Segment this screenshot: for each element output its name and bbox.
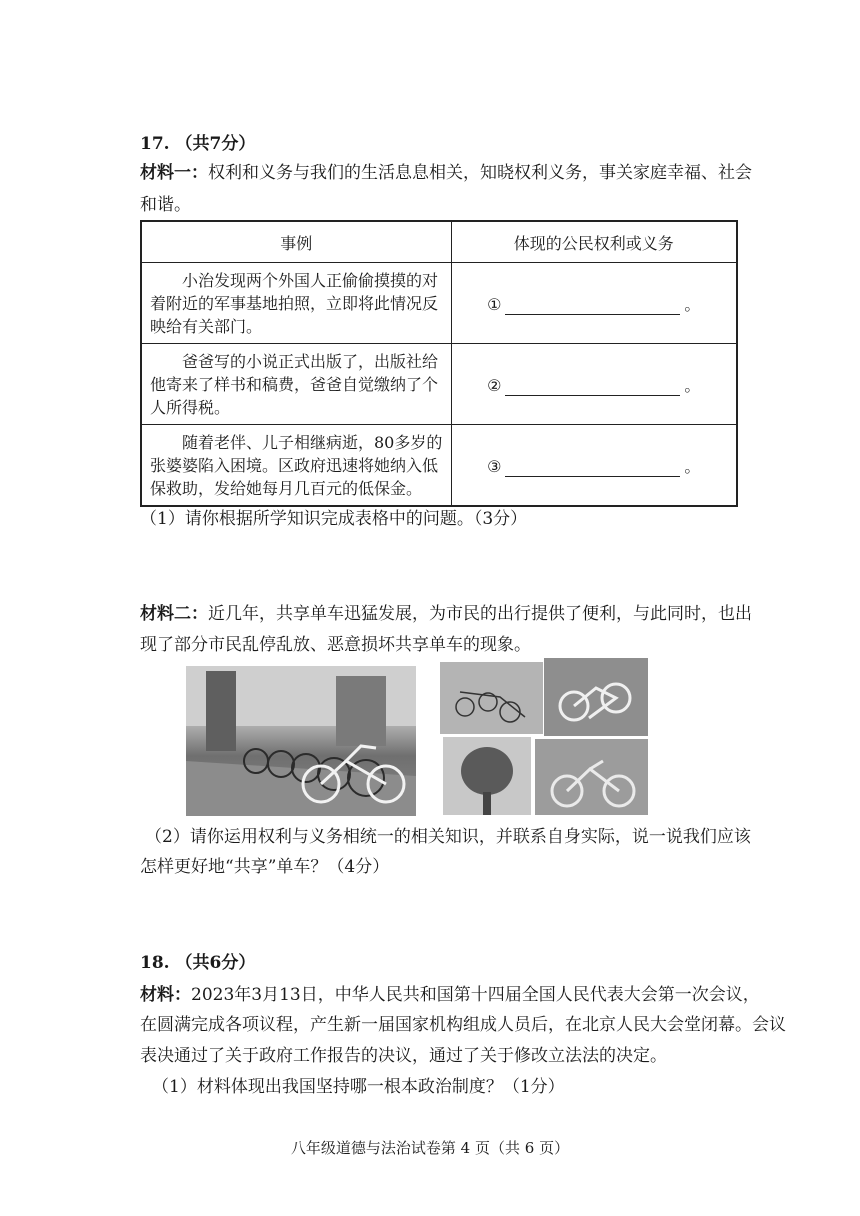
table-row — [141, 425, 737, 507]
broken-seat-photo — [443, 737, 531, 815]
q17-header: 17. （共7分） — [140, 134, 256, 154]
table-cell-answer — [451, 263, 737, 344]
table-cell-example: 爸爸写的小说正式出版了，出版社给他寄来了样书和稿费，爸爸自觉缴纳了个人所得税。 — [141, 344, 451, 425]
q17-material1-line2: 和谐。 — [140, 195, 191, 215]
answer-marker: ③ — [487, 456, 502, 476]
material1-label: 材料一： — [140, 163, 208, 183]
bicycles-row-photo — [186, 666, 416, 816]
q18-material-line1 — [140, 984, 760, 1006]
answer-blank[interactable] — [505, 377, 680, 396]
locked-bike-photo — [535, 739, 648, 815]
answer-blank[interactable] — [505, 296, 680, 315]
answer-end: 。 — [684, 456, 701, 476]
answer-blank[interactable] — [505, 458, 680, 477]
table-row — [141, 263, 737, 344]
table-header-example: 事例 — [141, 221, 451, 263]
q17-material2-line1 — [140, 603, 752, 625]
material2-label: 材料二： — [140, 604, 208, 624]
answer-end: 。 — [684, 294, 701, 314]
material1-text: 权利和义务与我们的生活息息相关，知晓权利义务，事关家庭幸福、社会 — [208, 163, 752, 183]
q18-material-line2: 在圆满完成各项议程，产生新一届国家机构组成人员后，在北京人民大会堂闭幕。会议 — [140, 1015, 786, 1035]
answer-marker: ① — [487, 294, 502, 314]
q17-material2-line2: 现了部分市民乱停乱放、恶意损坏共享单车的现象。 — [140, 635, 531, 655]
table-row — [141, 344, 737, 425]
q18-material-text: 2023年3月13日，中华人民共和国第十四届全国人民代表大会第一次会议， — [191, 985, 760, 1005]
q18-material-label: 材料： — [140, 985, 191, 1005]
table-cell-example: 随着老伴、儿子相继病逝，80多岁的张婆婆陷入困境。区政府迅速将她纳入低保救助，发给她每月几百元的低保金。 — [141, 425, 451, 507]
q17-subquestion-2-line2: 怎样更好地“共享”单车？（4分） — [140, 857, 390, 877]
page-footer: 八年级道德与法治试卷第 4 页（共 6 页） — [290, 1139, 570, 1157]
answer-marker: ② — [487, 375, 502, 395]
damaged-bike-photo — [544, 658, 648, 736]
q18-material-line3: 表决通过了关于政府工作报告的决议，通过了关于修改立法法的决定。 — [140, 1046, 667, 1066]
q18-subquestion-1: （1）材料体现出我国坚持哪一根本政治制度？（1分） — [152, 1077, 565, 1097]
table-cell-answer — [451, 344, 737, 425]
q17-material1-line1 — [140, 162, 752, 184]
table-cell-example: 小治发现两个外国人正偷偷摸摸的对着附近的军事基地拍照，立即将此情况反映给有关部门。 — [141, 263, 451, 344]
q17-subquestion-1: （1）请你根据所学知识完成表格中的问题。（3分） — [140, 509, 528, 529]
rights-duties-table — [140, 220, 738, 507]
material2-text: 近几年，共享单车迅猛发展，为市民的出行提供了便利，与此同时，也出 — [208, 604, 752, 624]
scattered-bikes-photo — [440, 662, 543, 734]
answer-end: 。 — [684, 375, 701, 395]
table-cell-answer — [451, 425, 737, 507]
q17-subquestion-2-line1: （2）请你运用权利与义务相统一的相关知识，并联系自身实际，说一说我们应该 — [145, 827, 751, 847]
table-header-row — [141, 221, 737, 263]
q18-header: 18. （共6分） — [140, 953, 256, 973]
table-header-right-duty: 体现的公民权利或义务 — [451, 221, 737, 263]
